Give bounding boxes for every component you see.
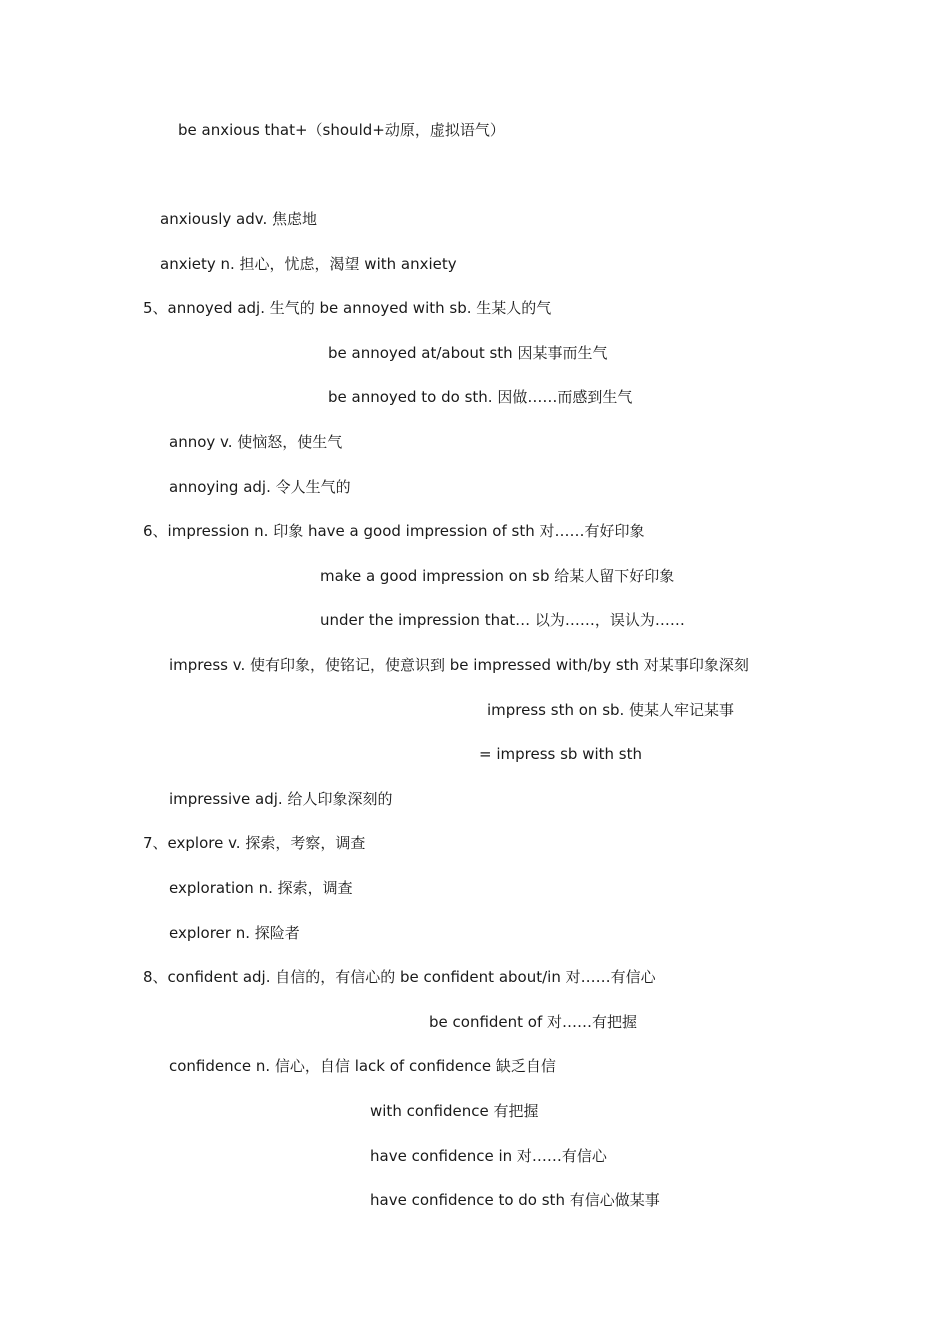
text-line-have-confidence-in: have confidence in 对……有信心 (370, 1147, 607, 1165)
text-line-annoyed-at: be annoyed at/about sth 因某事而生气 (328, 344, 608, 362)
text-line-be-anxious-that: be anxious that+（should+动原，虚拟语气） (178, 121, 505, 139)
text-line-impress: impress v. 使有印象，使铭记，使意识到 be impressed with/by sth 对某事印象深刻 (169, 656, 749, 674)
text-line-impression-heading: 6、impression n. 印象 have a good impression of sth 对……有好印象 (143, 522, 645, 540)
text-line-annoyed-heading: 5、annoyed adj. 生气的 be annoyed with sb. 生某人的气 (143, 299, 552, 317)
text-line-anxiously: anxiously adv. 焦虑地 (160, 210, 318, 228)
text-line-impressive: impressive adj. 给人印象深刻的 (169, 790, 393, 808)
text-line-confident-of: be confident of 对……有把握 (429, 1013, 638, 1031)
text-line-explorer: explorer n. 探险者 (169, 924, 300, 942)
text-line-confident-heading: 8、confident adj. 自信的，有信心的 be confident about/in 对……有信心 (143, 968, 656, 986)
text-line-make-impression: make a good impression on sb 给某人留下好印象 (320, 567, 675, 585)
text-line-impress-sth-on-sb: impress sth on sb. 使某人牢记某事 (487, 701, 735, 719)
text-line-annoy: annoy v. 使恼怒，使生气 (169, 433, 343, 451)
text-line-explore-heading: 7、explore v. 探索，考察，调查 (143, 834, 366, 852)
text-line-exploration: exploration n. 探索，调查 (169, 879, 353, 897)
text-line-annoying: annoying adj. 令人生气的 (169, 478, 351, 496)
text-line-impress-sb-with-sth: = impress sb with sth (479, 745, 643, 763)
text-line-have-confidence-to-do: have confidence to do sth 有信心做某事 (370, 1191, 660, 1209)
text-line-anxiety: anxiety n. 担心，忧虑，渴望 with anxiety (160, 255, 457, 273)
text-line-annoyed-to-do: be annoyed to do sth. 因做……而感到生气 (328, 388, 633, 406)
text-line-under-impression: under the impression that… 以为……，误认为…… (320, 611, 685, 629)
text-line-with-confidence: with confidence 有把握 (370, 1102, 539, 1120)
text-line-confidence: confidence n. 信心，自信 lack of confidence 缺乏自信 (169, 1057, 556, 1075)
